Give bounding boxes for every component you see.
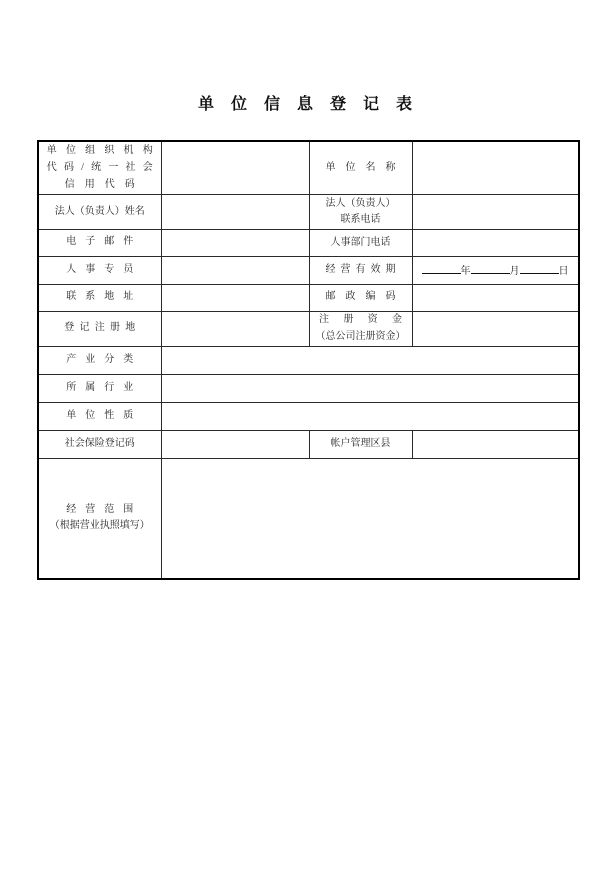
row-hr-specialist: [38, 256, 579, 284]
label-char: 称: [385, 161, 396, 173]
label-char: 码: [63, 162, 74, 174]
label-char: 一: [108, 162, 119, 174]
label-char: /: [81, 162, 84, 174]
industry-category-field[interactable]: [161, 346, 579, 374]
row-email: [38, 229, 579, 256]
label-char: 员: [123, 263, 134, 275]
postal-code-field[interactable]: [412, 284, 579, 311]
label-char: 地: [125, 322, 136, 334]
label-char: 质: [123, 409, 134, 421]
label-char: 范: [104, 504, 115, 516]
address-label-cell: [38, 284, 161, 311]
label-char: 资: [367, 314, 378, 326]
label-char: 所: [66, 381, 77, 393]
label-char: 位: [65, 145, 76, 157]
label-char: 行: [104, 381, 115, 393]
year-unit: 年: [460, 266, 471, 277]
legal-rep-phone-label-line-2: 联系电话: [340, 213, 381, 225]
label-char: 码: [385, 291, 396, 303]
label-char: 营: [340, 263, 351, 275]
hr-phone-label: 人事部门电话: [309, 229, 412, 256]
legal-rep-name-label: 法人（负责人）姓名: [38, 194, 161, 229]
label-char: 经: [325, 263, 336, 275]
label-char: 名: [365, 161, 376, 173]
account-district-field[interactable]: [412, 430, 579, 458]
business-scope-field[interactable]: [161, 458, 579, 579]
label-char: 代: [104, 179, 115, 191]
row-business-scope: [38, 458, 579, 579]
row-address: [38, 284, 579, 311]
label-char: 单: [46, 145, 57, 157]
org-code-label-line-3: [65, 176, 135, 193]
unit-name-label: [326, 160, 396, 176]
label-char: 联: [66, 291, 77, 303]
label-char: 件: [123, 236, 134, 248]
month-blank[interactable]: [471, 264, 510, 274]
label-char: 事: [85, 263, 96, 275]
label-char: 记: [79, 322, 90, 334]
label-char: 社: [125, 162, 136, 174]
label-char: 营: [85, 504, 96, 516]
label-char: 性: [104, 409, 115, 421]
label-char: 单: [325, 161, 336, 173]
registered-capital-label: [319, 312, 402, 328]
registered-capital-note: （总公司注册资金）: [315, 330, 406, 342]
label-char: 构: [142, 145, 153, 157]
day-unit: 日: [558, 266, 569, 277]
org-code-label: [38, 141, 161, 194]
label-char: 期: [385, 263, 396, 275]
email-label-cell: [38, 229, 161, 256]
sector-label: [66, 380, 133, 396]
unit-nature-field[interactable]: [161, 402, 579, 430]
validity-label-cell: [309, 256, 412, 284]
registered-capital-field[interactable]: [412, 311, 579, 346]
label-char: 位: [345, 161, 356, 173]
business-scope-note: （根据营业执照填写）: [49, 520, 150, 532]
validity-date-field[interactable]: [412, 256, 579, 284]
label-char: 注: [319, 314, 329, 326]
sector-label-cell: [38, 374, 161, 402]
label-char: 电: [66, 236, 77, 248]
business-scope-label-cell: [38, 458, 161, 579]
legal-rep-phone-label-line-1: 法人（负责人）: [325, 197, 396, 209]
label-char: 编: [365, 291, 376, 303]
label-char: 机: [123, 145, 134, 157]
row-sector: [38, 374, 579, 402]
label-char: 代: [46, 162, 57, 174]
day-blank[interactable]: [520, 264, 559, 274]
registration-form-table: [37, 140, 580, 580]
month-unit: 月: [509, 266, 520, 277]
account-district-label: 帐户管理区县: [309, 430, 412, 458]
label-char: 单: [66, 409, 77, 421]
postal-code-label: [326, 289, 396, 305]
label-char: 经: [66, 504, 77, 516]
label-char: 系: [85, 291, 96, 303]
label-char: 政: [345, 291, 356, 303]
validity-label: [326, 262, 396, 278]
org-code-label-line-1: [47, 142, 153, 159]
label-char: 业: [85, 353, 96, 365]
org-code-label-line-2: [47, 159, 153, 176]
email-label: [66, 234, 133, 250]
label-char: 人: [66, 263, 77, 275]
label-char: 子: [85, 236, 96, 248]
sector-field[interactable]: [161, 374, 579, 402]
label-char: 信: [64, 179, 75, 191]
unit-name-field[interactable]: [412, 141, 579, 194]
label-char: 注: [94, 322, 105, 334]
row-registration: [38, 311, 579, 346]
form-title: 单位信息登记表: [197, 96, 429, 113]
registration-place-field[interactable]: [161, 311, 309, 346]
postal-code-label-cell: [309, 284, 412, 311]
hr-specialist-label: [66, 262, 133, 278]
unit-nature-label-cell: [38, 402, 161, 430]
label-char: 类: [123, 353, 134, 365]
label-char: 登: [64, 322, 75, 334]
unit-name-label-cell: [309, 141, 412, 194]
hr-specialist-field[interactable]: [161, 256, 309, 284]
industry-category-label-cell: [38, 346, 161, 374]
label-char: 册: [110, 322, 120, 334]
year-blank[interactable]: [422, 264, 461, 274]
industry-category-label: [66, 352, 133, 368]
label-char: 邮: [104, 236, 115, 248]
label-char: 册: [343, 314, 354, 326]
row-unit-nature: [38, 402, 579, 430]
legal-rep-phone-label-cell: [309, 194, 412, 229]
registered-capital-label-cell: [309, 311, 412, 346]
label-char: 金: [391, 314, 402, 326]
unit-nature-label: [66, 408, 133, 424]
hr-specialist-label-cell: [38, 256, 161, 284]
label-char: 统: [91, 162, 102, 174]
business-scope-label: [66, 502, 133, 518]
label-char: 位: [85, 409, 96, 421]
label-char: 围: [123, 504, 134, 516]
social-insurance-code-label: 社会保险登记码: [38, 430, 161, 458]
registration-place-label-cell: [38, 311, 161, 346]
address-field[interactable]: [161, 284, 309, 311]
label-char: 邮: [325, 291, 336, 303]
email-field[interactable]: [161, 229, 309, 256]
address-label: [66, 289, 133, 305]
label-char: 效: [370, 263, 381, 275]
label-char: 码: [124, 179, 135, 191]
label-char: 会: [142, 162, 153, 174]
row-legal-rep: [38, 194, 579, 229]
label-char: 有: [355, 263, 366, 275]
row-social-insurance: [38, 430, 579, 458]
legal-rep-name-field[interactable]: [161, 194, 309, 229]
org-code-field[interactable]: [161, 141, 309, 194]
row-industry-category: [38, 346, 579, 374]
label-char: 织: [104, 145, 115, 157]
label-char: 产: [66, 353, 77, 365]
label-char: 地: [104, 291, 115, 303]
label-char: 专: [104, 263, 115, 275]
row-org-code: [38, 141, 579, 194]
label-char: 用: [84, 179, 95, 191]
label-char: 分: [104, 353, 115, 365]
label-char: 址: [123, 291, 134, 303]
social-insurance-code-field[interactable]: [161, 430, 309, 458]
label-char: 属: [85, 381, 96, 393]
legal-rep-phone-field[interactable]: [412, 194, 579, 229]
label-char: 组: [85, 145, 96, 157]
registration-place-label: [64, 320, 135, 336]
hr-phone-field[interactable]: [412, 229, 579, 256]
label-char: 业: [123, 381, 134, 393]
